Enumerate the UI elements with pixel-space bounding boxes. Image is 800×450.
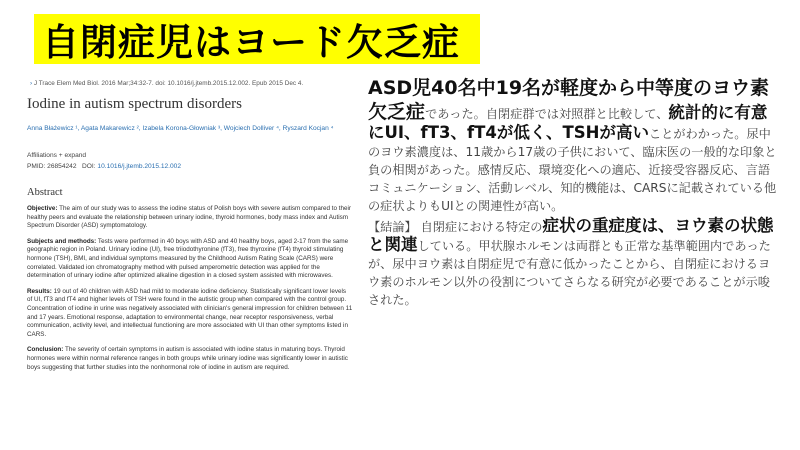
affiliations-label: Affiliations (27, 152, 57, 159)
japanese-summary (368, 76, 782, 309)
identifier-row (27, 161, 181, 172)
methods-label: Subjects and methods: (27, 237, 97, 245)
conclusion-text: The severity of certain symptoms in autism is associated with iodine status in maturing boys. Thyroid hormones were within normal reference ranges in both groups while urinary iodine was significantly lower in autistic boys suggesting that further studies into the nonhormonal role of iodine in autism are required. (27, 346, 348, 371)
summary-results (368, 76, 782, 215)
results-text: 19 out of 40 children with ASD had mild to moderate iodine deficiency. Statistically significant lower levels of UI, fT3 and fT4 and higher levels of TSH were found in the autistic group when compared with the control group. Concentration of iodine in urine was negatively associated with clinician's general impression for children between 11 and 17 years. Emotional response, adaptation to environmental change, near receptor responsiveness, verbal communication, activity level, and intellectual functioning are more associated with UI than other symptoms listed in CARS. (27, 287, 353, 338)
conclusion-text-a: 自閉症における特定の (420, 220, 543, 234)
title-banner (34, 14, 480, 64)
citation-text: J Trace Elem Med Biol. 2016 Mar;34:32-7. doi: 10.1016/j.jtemb.2015.12.002. Epub 2015 Dec 4. (33, 80, 304, 87)
abstract-conclusion (27, 346, 353, 372)
summary-text-b: ことがわかった。尿中のヨウ素濃度は、11歳から17歳の子供において、臨床医の一般的な印象と負の相関があった。感情反応、環境変化への適応、近接受容器反応、言語コミュニケーション、活動レベル、知的機能は、CARSに記載されている他の症状よりもUIとの関連性が高い。 (368, 127, 777, 213)
summary-key-finding: ASD児40名中19名が軽度から中等度のヨウ素欠乏症 (368, 77, 770, 123)
paper-meta (27, 150, 181, 172)
citation-line (30, 80, 303, 88)
objective-text: The aim of our study was to assess the iodine status of Polish boys with severe autism compared to their healthy peers and evaluate the relationship between urinary iodine, thyroid hormones, body mass index and Autism Spectrum Disorder (ASD) symptomatology. (27, 205, 351, 230)
paper-title: Iodine in autism spectrum disorders (27, 96, 242, 112)
affiliations-expand-link[interactable]: + expand (58, 152, 87, 159)
conclusion-label: Conclusion: (27, 346, 64, 354)
results-label: Results: (27, 287, 52, 295)
abstract-body (27, 205, 353, 379)
paper-screenshot (20, 72, 360, 444)
affiliations-row[interactable] (27, 150, 181, 161)
banner-title: 自閉症児はヨード欠乏症 (42, 21, 460, 64)
conclusion-key-point: 症状の重症度は、ヨウ素の状態と関連 (368, 216, 774, 254)
doi-label: DOI: (82, 163, 96, 170)
author-list[interactable]: Anna Błażewicz ¹, Agata Makarewicz ², Izabela Korona-Głowniak ³, Wojciech Dolliver ⁴, Ryszard Kocjan ⁴ (27, 125, 334, 132)
citation-chevron-icon[interactable]: › (30, 80, 34, 87)
pmid: PMID: 26854242 (27, 163, 77, 170)
objective-label: Objective: (27, 205, 58, 212)
abstract-methods (27, 238, 353, 281)
abstract-heading: Abstract (27, 187, 63, 198)
abstract-objective (27, 205, 353, 231)
conclusion-text-b: している。甲状腺ホルモンは両群とも正常な基準範囲内であったが、尿中ヨウ素は自閉症児で有意に低かったことから、自閉症におけるヨウ素のホルモン以外の役割についてさらなる研究が必要であることが示唆された。 (368, 239, 771, 307)
summary-text-a: であった。自閉症群では対照群と比較して、 (425, 107, 669, 121)
summary-key-finding-2: 統計的に有意にUI、fT3、fT4が低く、TSHが高い (368, 103, 768, 142)
methods-text: Tests were performed in 40 boys with ASD and 40 healthy boys, aged 2-17 from the same geographic region in Poland. Urinary iodine (UI), free triiodothyronine (fT3), free thyroxine (fT4) thyroid stimulating hormone (TSH), BMI, and individual symptoms measured by the Childhood Autism Rating Scale (CARS) were correlated. Validated ion chromatography method with pulsed amperometric detection was applied for the determination of urinary iodine after optimized alkaline digestion in a closed system assisted with microwaves. (27, 237, 349, 280)
conclusion-label-ja: 【結論】 (368, 220, 417, 234)
doi-link[interactable]: 10.1016/j.jtemb.2015.12.002 (97, 163, 181, 170)
summary-conclusion (368, 217, 782, 309)
abstract-results (27, 288, 353, 340)
